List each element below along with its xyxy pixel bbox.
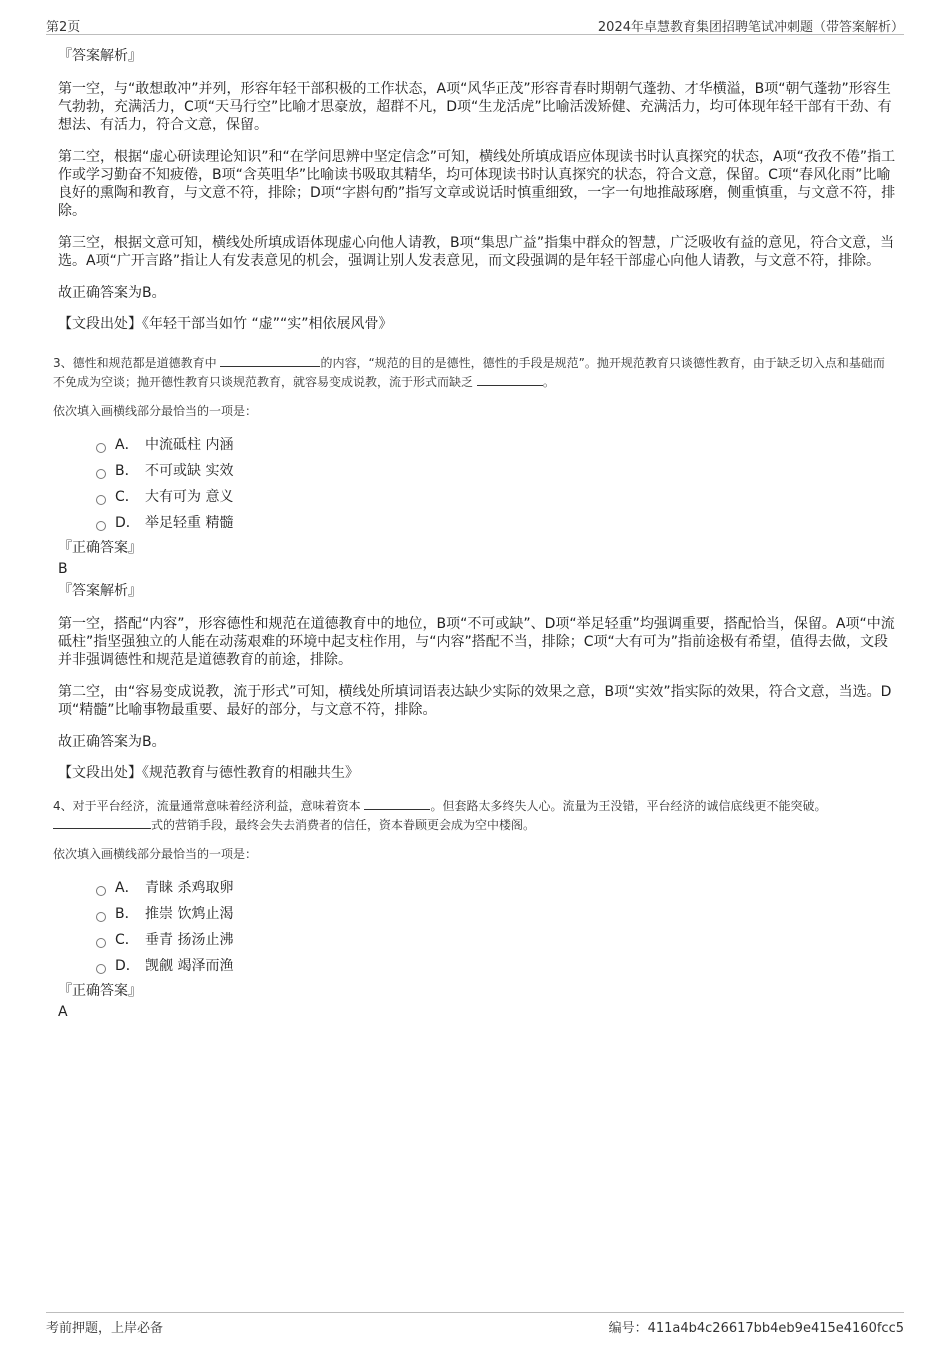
footer-slogan: 考前押题，上岸必备: [46, 1321, 164, 1336]
option-c[interactable]: C． 大有可为 意义: [96, 484, 896, 510]
analysis-conclusion: 故正确答案为B。: [58, 734, 166, 750]
document-title: 2024年卓慧教育集团招聘笔试冲刺题（带答案解析）: [597, 20, 904, 35]
page-header: [46, 14, 904, 35]
analysis-paragraph: 第二空，由“容易变成说教，流于形式”可知，横线处所填词语表达缺少实际的效果之意，B项“实效”指实际的效果，符合文意，当选。D项“精髓”比喻事物最重要、最好的部分，与文意不符，排除。: [58, 684, 892, 718]
radio-icon[interactable]: [96, 964, 106, 974]
correct-answer: A: [58, 1004, 68, 1020]
option-a[interactable]: A． 中流砥柱 内涵: [96, 432, 896, 458]
analysis-heading: 『答案解析』: [58, 48, 142, 64]
question-instruction: 依次填入画横线部分最恰当的一项是：: [53, 404, 258, 418]
page-number: 第2页: [46, 20, 81, 35]
correct-answer-heading: 『正确答案』: [58, 540, 142, 556]
correct-answer-heading: 『正确答案』: [58, 983, 142, 999]
radio-icon[interactable]: [96, 469, 106, 479]
radio-icon[interactable]: [96, 495, 106, 505]
option-list: [96, 875, 896, 979]
source-citation: 【文段出处】《年轻干部当如竹 “虚”“实”相依展风骨》: [58, 316, 393, 332]
analysis-paragraph: 第三空，根据文意可知，横线处所填成语体现虚心向他人请教，B项“集思广益”指集中群众的智慧，广泛吸收有益的意见，符合文意，当选。A项“广开言路”指让人有发表意见的机会，强调让别人发表意见，而文段强调的是年轻干部虚心向他人请教，与文意不符，排除。: [58, 235, 895, 269]
question-instruction: 依次填入画横线部分最恰当的一项是：: [53, 847, 258, 861]
page-content: [53, 46, 896, 1021]
analysis-paragraph: 第一空，与“敢想敢冲”并列，形容年轻干部积极的工作状态，A项“风华正茂”形容青春时期朝气蓬勃、才华横溢，B项“朝气蓬勃”形容生气勃勃，充满活力，C项“天马行空”比喻才思豪放，超群不凡，D项“生龙活虎”比喻活泼矫健、充满活力，均可体现年轻干部有干劲、有想法、有活力，符合文意，保留。: [58, 81, 892, 133]
question-4: [53, 797, 896, 1021]
correct-answer: B: [58, 561, 68, 577]
question-3: [53, 354, 896, 783]
answer-blank: [364, 797, 430, 810]
radio-icon[interactable]: [96, 443, 106, 453]
radio-icon[interactable]: [96, 938, 106, 948]
question-text: 3、德性和规范都是道德教育中 的内容，“规范的目的是德性，德性的手段是规范”。抛开规范教育只谈德性教育，由于缺乏切入点和基础而不免成为空谈；抛开德性教育只谈规范教育，就容易变成说教，流于形式而缺乏 。: [53, 356, 885, 389]
source-citation: 【文段出处】《规范教育与德性教育的相融共生》: [58, 765, 359, 781]
option-list: [96, 432, 896, 536]
answer-blank: [53, 816, 151, 829]
option-c[interactable]: C． 垂青 扬汤止沸: [96, 927, 896, 953]
radio-icon[interactable]: [96, 912, 106, 922]
option-d[interactable]: D． 觊觎 竭泽而渔: [96, 953, 896, 979]
option-a[interactable]: A． 青睐 杀鸡取卵: [96, 875, 896, 901]
analysis-paragraph: 第二空，根据“虚心研读理论知识”和“在学问思辨中坚定信念”可知，横线处所填成语应体现读书时认真探究的状态，A项“孜孜不倦”指工作或学习勤奋不知疲倦，B项“含英咀华”比喻读书吸取其精华，均可体现读书时认真探究的状态，符合文意，保留。C项“春风化雨”比喻良好的熏陶和教育，与文意不符，排除；D项“字斟句酌”指写文章或说话时慎重细致，一字一句地推敲琢磨，侧重慎重，与文意不符，排除。: [58, 149, 896, 219]
question-text: 4、对于平台经济，流量通常意味着经济利益，意味着资本 。但套路太多终失人心。流量为王没错，平台经济的诚信底线更不能突破。 式的营销手段，最终会失去消费者的信任，资本眷顾更会成为空中楼阁。: [53, 799, 827, 832]
answer-blank: [220, 354, 320, 367]
option-b[interactable]: B． 推崇 饮鸩止渴: [96, 901, 896, 927]
option-d[interactable]: D． 举足轻重 精髓: [96, 510, 896, 536]
document-id: 编号：411a4b4c26617bb4eb9e415e4160fcc5: [608, 1321, 904, 1336]
analysis-paragraph: 第一空，搭配“内容”，形容德性和规范在道德教育中的地位，B项“不可或缺”、D项“举足轻重”均强调重要，搭配恰当，保留。A项“中流砥柱”指坚强独立的人能在动荡艰难的环境中起支柱作用，与“内容”搭配不当，排除；C项“大有可为”指前途极有希望，值得去做，文段并非强调德性和规范是道德教育的前途，排除。: [58, 616, 895, 668]
analysis-heading: 『答案解析』: [58, 583, 142, 599]
option-b[interactable]: B． 不可或缺 实效: [96, 458, 896, 484]
answer-blank: [477, 373, 543, 386]
analysis-conclusion: 故正确答案为B。: [58, 285, 166, 301]
page-footer: [46, 1312, 904, 1335]
radio-icon[interactable]: [96, 886, 106, 896]
radio-icon[interactable]: [96, 521, 106, 531]
